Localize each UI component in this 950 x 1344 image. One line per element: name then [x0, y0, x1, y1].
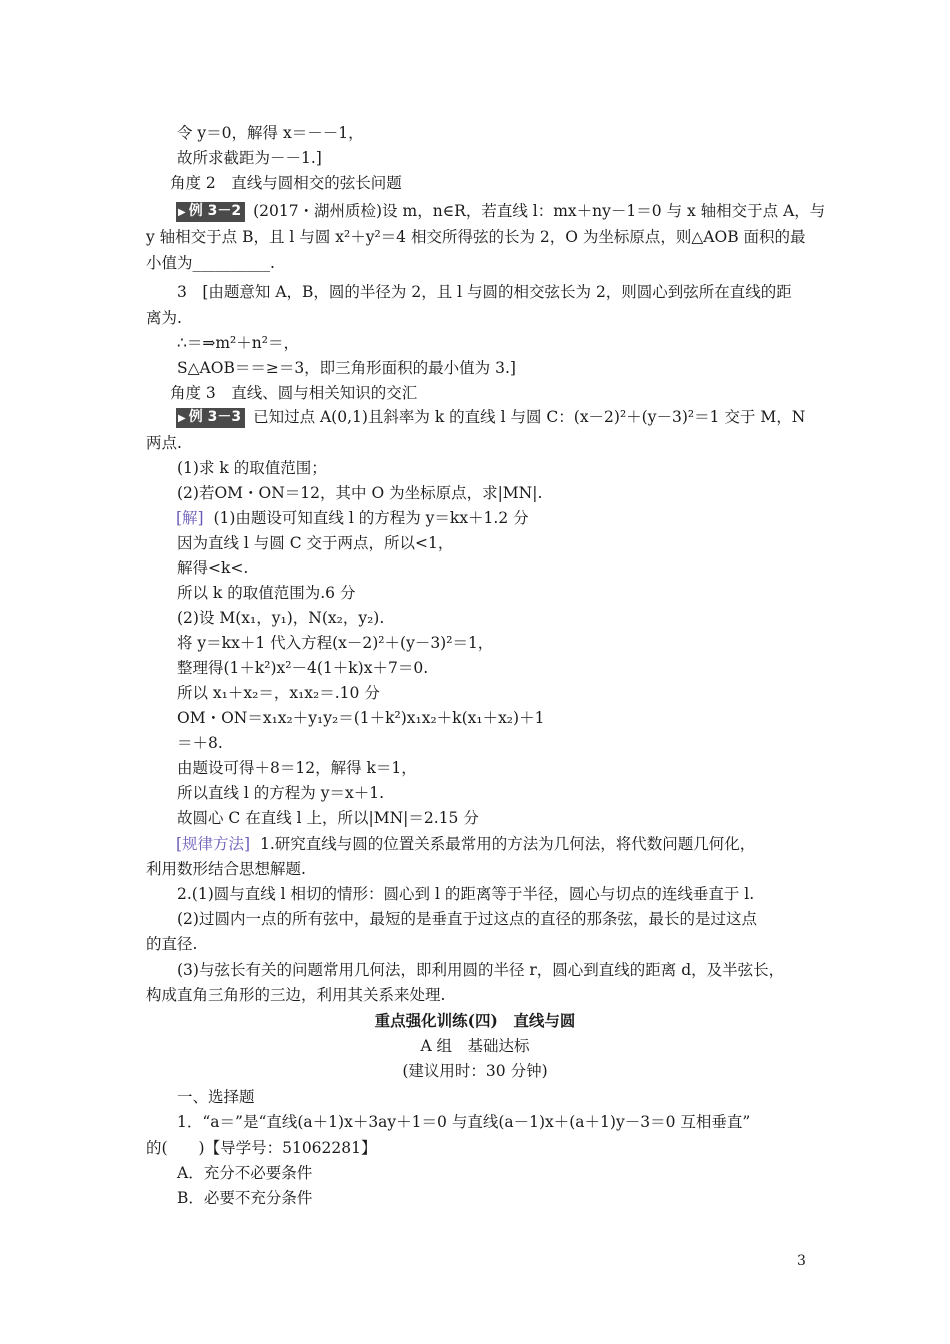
method-line: [规律方法] 1.研究直线与圆的位置关系最常用的方法为几何法，将代数问题几何化， [176, 835, 756, 853]
text-line: 将 y＝kx＋1 代入方程(x－2)²＋(y－3)²＝1， [177, 634, 494, 652]
text-line: OM・ON＝x₁x₂＋y₁y₂＝(1＋k²)x₁x₂＋k(x₁＋x₂)＋1 [177, 709, 545, 727]
text-line: 所以 x₁＋x₂＝，x₁x₂＝.10 分 [177, 684, 380, 702]
text-line: S△AOB＝＝≥＝3，即三角形面积的最小值为 3.] [177, 359, 516, 377]
text-line: (2)过圆内一点的所有弦中，最短的是垂直于过这点的直径的那条弦，最长的是过这点 [177, 910, 757, 928]
option-b: B．必要不充分条件 [177, 1189, 313, 1207]
text-line: 故圆心 C 在直线 l 上，所以|MN|＝2.15 分 [177, 809, 479, 827]
text-line: 所以 k 的取值范围为.6 分 [177, 584, 356, 602]
text-line: 的直径. [146, 935, 198, 953]
text-line: (2)设 M(x₁，y₁)，N(x₂，y₂). [177, 609, 385, 627]
solution-line: [解] (1)由题设可知直线 l 的方程为 y＝kx＋1.2 分 [176, 509, 529, 527]
text-line: y 轴相交于点 B，且 l 与圆 x²＋y²＝4 相交所得弦的长为 2，O 为坐标原点，则△AOB 面积的最 [146, 228, 806, 246]
text-line: ＝＋8. [177, 734, 223, 752]
example-3-2-line: ▶ 例 3－2 (2017・湖州质检)设 m，n∈R，若直线 l：mx＋ny－1＝0 与 x 轴相交于点 A，与 [178, 202, 826, 220]
text-line: 因为直线 l 与圆 C 交于两点，所以<1， [177, 534, 454, 552]
group-title: A 组 基础达标 [420, 1037, 530, 1055]
text-line: 由题设可得＋8＝12，解得 k＝1， [177, 759, 417, 777]
text-line: 小值为__________. [146, 254, 275, 272]
question-line: 的( )【导学号：51062281】 [146, 1139, 377, 1157]
text-line: 令 y＝0，解得 x＝－－1， [177, 124, 364, 142]
text-line: (3)与弦长有关的问题常用几何法，即利用圆的半径 r，圆心到直线的距离 d，及半弦长， [177, 961, 785, 979]
text-line: 离为. [146, 309, 182, 327]
option-a: A．充分不必要条件 [177, 1164, 313, 1182]
time-hint: (建议用时：30 分钟) [402, 1062, 548, 1080]
question-type-heading: 一、选择题 [177, 1088, 255, 1106]
subsection-heading: 角度 2 直线与圆相交的弦长问题 [170, 174, 402, 192]
example-badge: ▶ 例 3－2 [176, 202, 245, 222]
text-line: (2)若OM・ON＝12，其中 O 为坐标原点，求|MN|. [177, 484, 543, 502]
triangle-icon: ▶ [178, 413, 186, 424]
text-line: (1)求 k 的取值范围； [177, 459, 327, 477]
text-line: ∴＝⇒m²＋n²＝， [177, 334, 299, 352]
text-line: 解得<k<. [177, 559, 249, 577]
text-line: 所以直线 l 的方程为 y＝x＋1. [177, 784, 385, 802]
subsection-heading: 角度 3 直线、圆与相关知识的交汇 [170, 384, 418, 402]
text-line: 故所求截距为－－1.] [177, 149, 322, 167]
question-line: 1．“a＝”是“直线(a＋1)x＋3ay＋1＝0 与直线(a－1)x＋(a＋1)y－3＝0 互相垂直” [177, 1113, 751, 1131]
text-line: 两点. [146, 434, 182, 452]
example-badge: ▶ 例 3－3 [176, 408, 245, 428]
example-3-3-line: ▶ 例 3－3 已知过点 A(0,1)且斜率为 k 的直线 l 与圆 C：(x－2)²＋(y－3)²＝1 交于 M，N [178, 408, 806, 426]
solution-tag: [解] [176, 509, 204, 527]
text-line: 构成直角三角形的三边，利用其关系来处理. [146, 986, 446, 1004]
section-title: 重点强化训练(四) 直线与圆 [374, 1011, 576, 1030]
answer-line: 3 [由题意知 A，B，圆的半径为 2，且 l 与圆的相交弦长为 2，则圆心到弦所在直线的距 [177, 283, 792, 301]
text-line: 利用数形结合思想解题. [146, 860, 306, 878]
text-line: 2.(1)圆与直线 l 相切的情形：圆心到 l 的距离等于半径，圆心与切点的连线垂直于 l. [177, 885, 755, 903]
text-line: 整理得(1＋k²)x²－4(1＋k)x＋7＝0. [177, 659, 429, 677]
method-tag: [规律方法] [176, 835, 251, 853]
triangle-icon: ▶ [178, 207, 186, 218]
page-number: 3 [797, 1253, 806, 1269]
